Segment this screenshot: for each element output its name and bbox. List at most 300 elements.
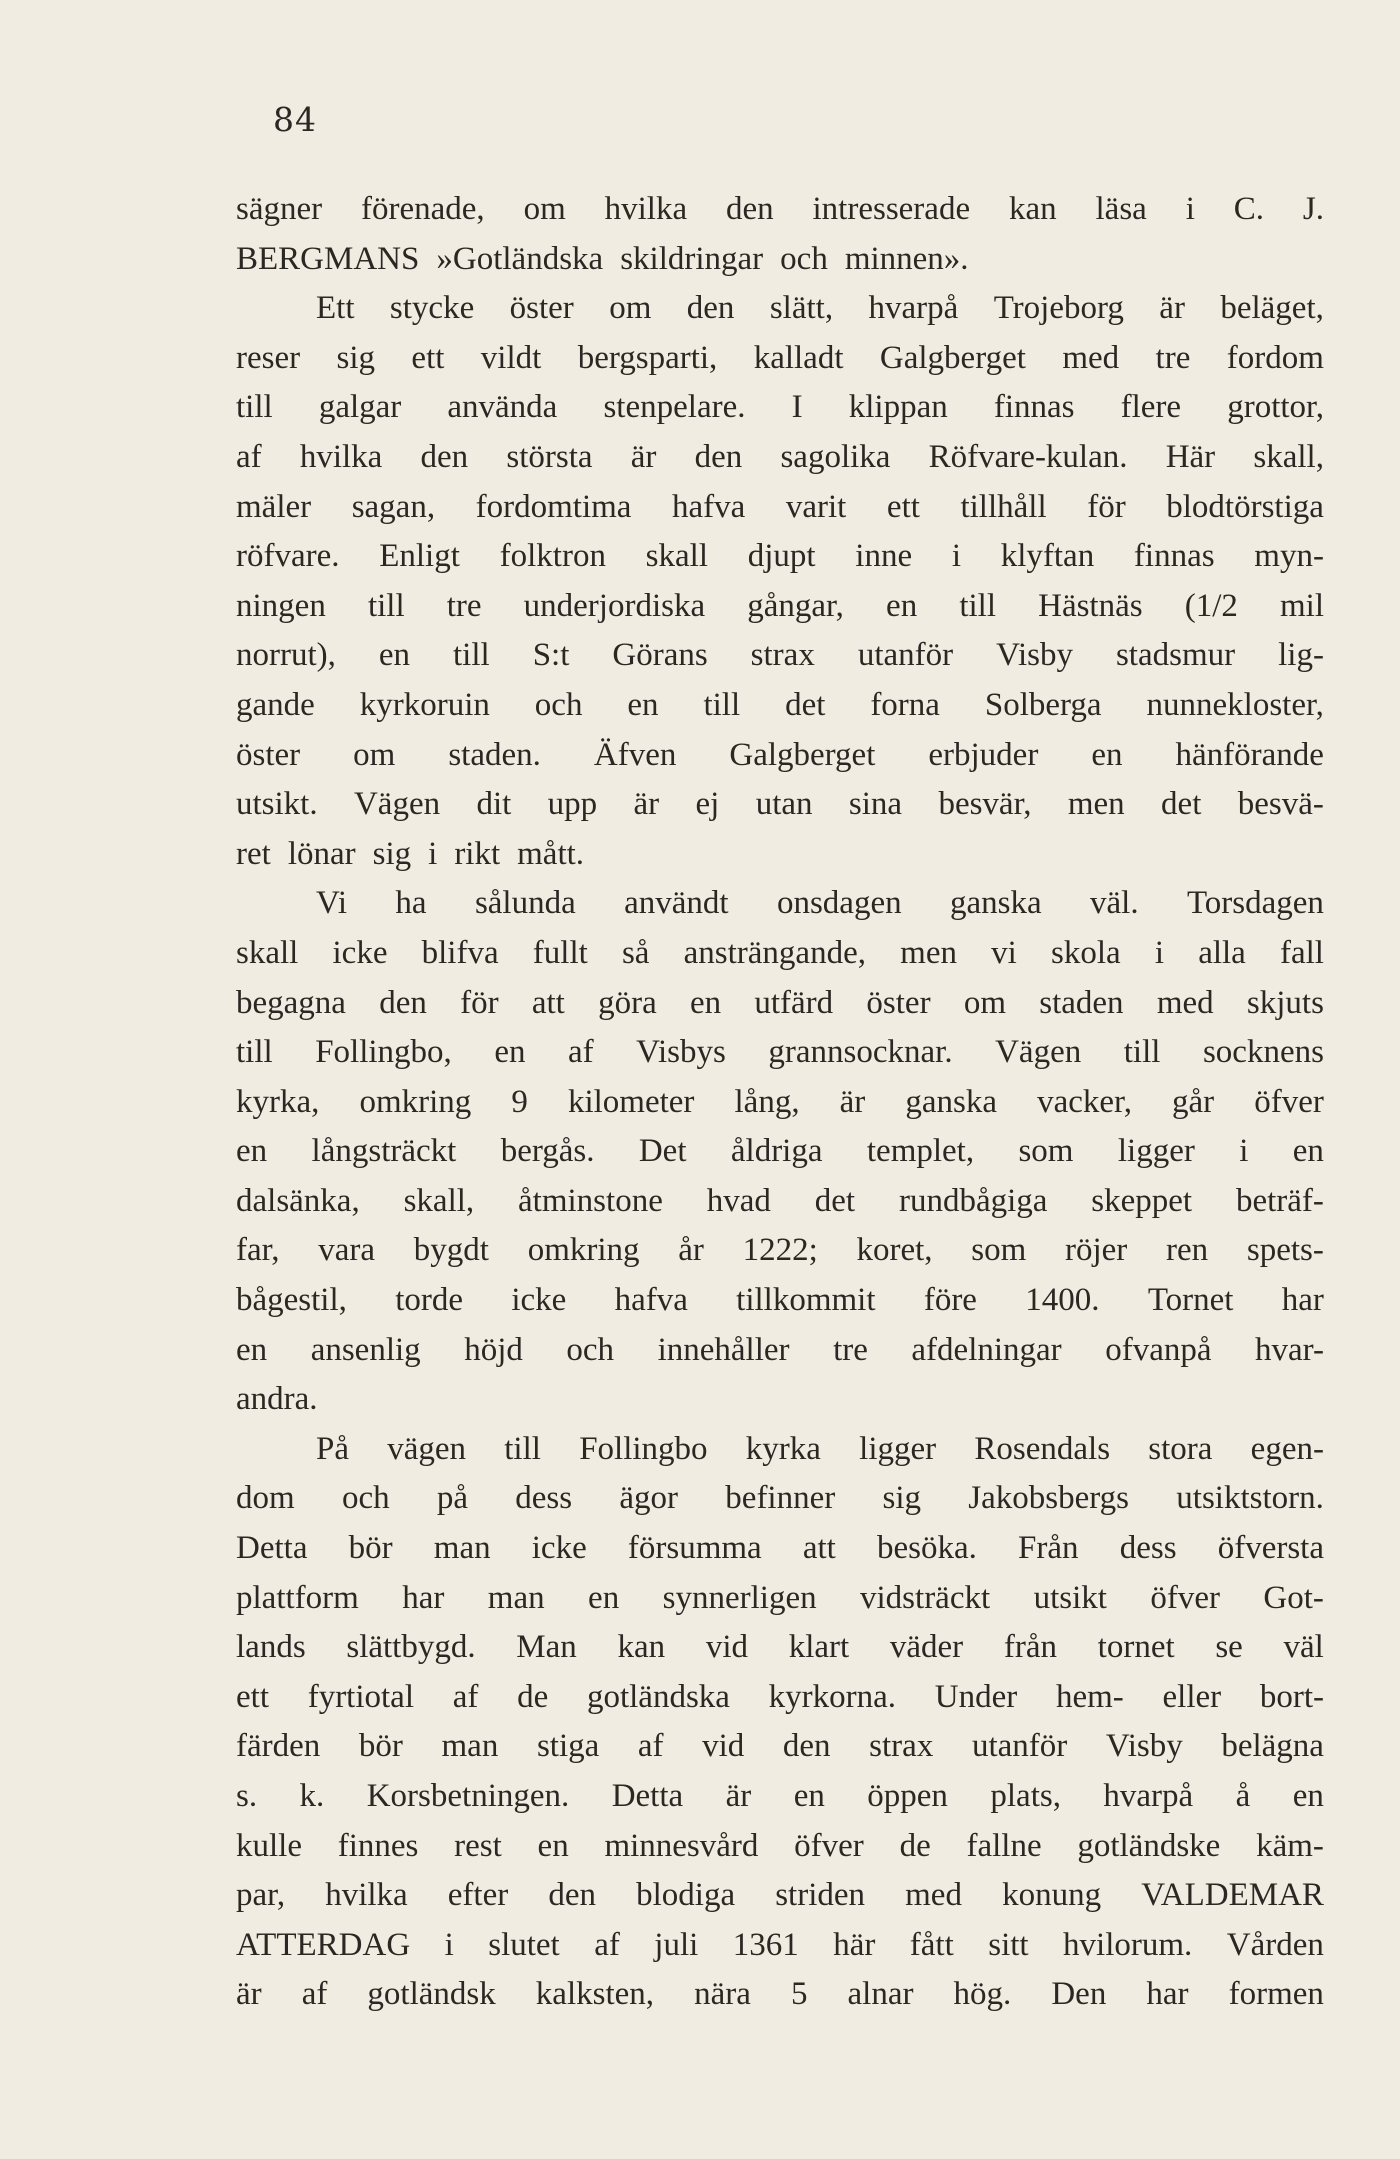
word: de	[517, 1678, 549, 1715]
word: Got-	[1263, 1579, 1324, 1616]
word: af	[236, 438, 262, 475]
word: ha	[395, 885, 427, 922]
word: till	[367, 587, 405, 624]
word: bort-	[1259, 1678, 1324, 1715]
word: forna	[870, 686, 940, 723]
word: vidsträckt	[860, 1579, 991, 1616]
word: skildringar	[620, 240, 764, 277]
word: en	[1091, 736, 1123, 773]
word: fordomtima	[475, 488, 632, 525]
word: det	[785, 686, 826, 723]
word: öster	[509, 290, 574, 327]
word: skola	[1051, 934, 1121, 971]
word: rundbågiga	[898, 1182, 1048, 1219]
word: nära	[694, 1976, 751, 2013]
word: blodtörstiga	[1166, 488, 1324, 525]
text-line	[236, 1921, 1324, 1971]
word: lönar	[287, 835, 356, 872]
word: Visby	[1105, 1728, 1183, 1765]
word: om	[609, 290, 652, 327]
word: af	[594, 1926, 620, 1963]
text-line	[236, 1425, 1324, 1475]
word: stora	[1148, 1430, 1213, 1467]
word: en	[378, 637, 411, 674]
word: som	[1018, 1133, 1074, 1170]
word: tillkommit	[736, 1282, 876, 1319]
text-line	[236, 532, 1324, 582]
word: ett	[886, 488, 920, 525]
word: ej	[695, 786, 720, 823]
word: om	[353, 736, 396, 773]
text-line	[236, 1226, 1324, 1276]
word: med	[905, 1877, 962, 1914]
word: den	[725, 191, 774, 227]
word: 9	[511, 1083, 528, 1120]
word: ret	[236, 835, 271, 872]
text-line	[236, 1276, 1324, 1326]
word: stadsmur	[1115, 637, 1236, 674]
word: i	[1185, 191, 1195, 227]
word: fall	[1280, 934, 1324, 971]
text-line	[236, 631, 1324, 681]
word: af	[452, 1678, 479, 1715]
word: den	[686, 290, 735, 327]
word: dit	[476, 786, 512, 823]
word: Vi	[316, 885, 348, 922]
text-line	[236, 1822, 1324, 1872]
word: skall,	[1253, 438, 1324, 475]
word: Vägen	[995, 1034, 1082, 1071]
word: Tornet	[1147, 1282, 1234, 1319]
word: kyrkoruin	[359, 686, 490, 723]
word: minnen».	[844, 240, 969, 277]
word: formen	[1228, 1976, 1324, 2013]
word: åtminstone	[518, 1182, 663, 1219]
word: intresserade	[812, 191, 971, 227]
word: kan	[1008, 191, 1057, 227]
word: staden.	[448, 736, 541, 773]
word: är	[725, 1778, 752, 1814]
word: utsikt	[1033, 1579, 1107, 1616]
word: vi	[991, 934, 1017, 971]
text-line	[236, 1474, 1324, 1524]
word: Follingbo,	[315, 1034, 452, 1071]
word: lands	[236, 1629, 306, 1666]
word: norrut),	[236, 637, 336, 674]
word: rest	[454, 1827, 502, 1864]
word: »Gotländska	[436, 240, 604, 277]
word: år	[678, 1232, 704, 1269]
word: se	[1215, 1629, 1243, 1666]
word: i	[1239, 1133, 1249, 1170]
text-line	[236, 1871, 1324, 1921]
word: öster	[866, 984, 931, 1021]
word: icke	[531, 1530, 587, 1567]
word: gotländsk	[367, 1976, 496, 2013]
word: I	[791, 389, 803, 426]
word: klippan	[848, 389, 948, 426]
text-line	[236, 1722, 1324, 1772]
word: C.	[1233, 191, 1264, 227]
word: hög.	[953, 1976, 1012, 2013]
word: Korsbetningen.	[366, 1778, 570, 1814]
word: alla	[1198, 934, 1246, 971]
word: reser	[236, 339, 301, 376]
word: ett	[236, 1678, 269, 1715]
word: galgar	[318, 389, 402, 426]
word: besvä-	[1237, 786, 1324, 823]
word: bergsparti,	[577, 339, 718, 376]
word: till	[1123, 1034, 1161, 1071]
word: besöka.	[877, 1530, 977, 1567]
word: Torsdagen	[1186, 885, 1324, 922]
word: Rosendals	[974, 1430, 1111, 1467]
word: slutet	[488, 1926, 560, 1963]
word: varit	[785, 488, 847, 525]
word: tillhåll	[960, 488, 1047, 525]
text-line	[236, 1574, 1324, 1624]
word: gotländska	[586, 1678, 730, 1715]
word: är	[1159, 290, 1185, 327]
word: största	[506, 438, 593, 475]
word: finnas	[1133, 538, 1215, 575]
word: kilometer	[567, 1083, 695, 1120]
word: sägner	[236, 191, 323, 227]
word: sig	[336, 339, 376, 376]
word: öster	[236, 736, 301, 773]
word: fordom	[1226, 339, 1324, 376]
word: i	[428, 835, 438, 872]
word: ligger	[1117, 1133, 1195, 1170]
word: till	[504, 1430, 541, 1467]
word: Galgberget	[729, 736, 876, 773]
word: fått	[909, 1926, 954, 1963]
word: kyrkorna.	[768, 1678, 897, 1715]
word: man	[441, 1728, 499, 1765]
word: ATTERDAG	[236, 1926, 411, 1963]
text-line	[236, 433, 1324, 483]
text-line	[236, 780, 1324, 830]
text-line	[236, 681, 1324, 731]
word: för	[1087, 488, 1126, 525]
word: upp	[547, 786, 598, 823]
word: kalksten,	[535, 1976, 655, 2013]
word: en	[886, 587, 918, 624]
body-text	[236, 185, 1324, 2020]
word: Från	[1018, 1530, 1079, 1567]
word: för	[460, 984, 499, 1021]
word: hvilka	[604, 191, 688, 227]
word: sagolika	[780, 438, 891, 475]
word: till	[453, 637, 490, 674]
word: hvilka	[299, 438, 383, 475]
word: ansträngande,	[683, 934, 866, 971]
word: Här	[1165, 438, 1216, 475]
word: väder	[889, 1629, 964, 1666]
word: sagan,	[351, 488, 436, 525]
word: vacker,	[1037, 1083, 1132, 1120]
word: öfver	[1150, 1579, 1220, 1616]
word: ren	[1166, 1232, 1209, 1269]
word: att	[802, 1530, 836, 1567]
word: skall	[645, 538, 708, 575]
word: man	[433, 1530, 491, 1567]
word: är	[630, 438, 657, 475]
word: Galgberget	[879, 339, 1026, 376]
word: besvär,	[938, 786, 1032, 823]
word: Enligt	[379, 538, 460, 575]
word: är	[236, 1976, 262, 2013]
word: grottor,	[1227, 389, 1324, 426]
word: gångar,	[747, 587, 844, 624]
text-line	[236, 731, 1324, 781]
word: 1400.	[1025, 1282, 1100, 1319]
word: lig-	[1278, 637, 1324, 674]
word: går	[1172, 1083, 1215, 1120]
word: plats,	[990, 1778, 1061, 1814]
word: hvilorum.	[1063, 1926, 1193, 1963]
text-line	[236, 235, 1324, 285]
word: dalsänka,	[236, 1182, 360, 1219]
word: det	[1161, 786, 1202, 823]
word: Solberga	[984, 686, 1102, 723]
word: k.	[299, 1778, 325, 1814]
word: staden	[1039, 984, 1124, 1021]
word: par,	[236, 1877, 286, 1914]
word: bygdt	[413, 1232, 489, 1269]
text-line	[236, 929, 1324, 979]
word: hvad	[706, 1182, 771, 1219]
word: utfärd	[754, 984, 834, 1021]
word: och	[341, 1480, 390, 1517]
word: kalladt	[753, 339, 844, 376]
word: klyftan	[1000, 538, 1095, 575]
word: på	[436, 1480, 469, 1517]
word: tornet	[1097, 1629, 1175, 1666]
word: plattform	[236, 1579, 359, 1616]
word: läsa	[1095, 191, 1147, 227]
text-line	[236, 1078, 1324, 1128]
word: i	[444, 1926, 454, 1963]
word: tre	[1155, 339, 1191, 376]
word: striden	[775, 1877, 866, 1914]
word: men	[1067, 786, 1125, 823]
word: sitt	[988, 1926, 1029, 1963]
word: åldriga	[730, 1133, 823, 1170]
word: utsiktstorn.	[1176, 1480, 1324, 1517]
word: bågestil,	[236, 1282, 347, 1319]
word: folktron	[499, 538, 606, 575]
word: som	[971, 1232, 1027, 1269]
word: vid	[705, 1629, 748, 1666]
word: far,	[236, 1232, 280, 1269]
word: till	[703, 686, 741, 723]
word: från	[1003, 1629, 1057, 1666]
word: skall,	[403, 1182, 475, 1219]
text-line	[236, 1326, 1324, 1376]
word: templet,	[866, 1133, 975, 1170]
word: käm-	[1256, 1827, 1324, 1864]
word: ganska	[905, 1083, 998, 1120]
word: till	[959, 587, 996, 624]
word: ett	[411, 339, 445, 376]
word: öfversta	[1217, 1530, 1324, 1567]
word: 1222;	[742, 1232, 818, 1269]
word: den	[379, 984, 427, 1021]
word: tre	[833, 1331, 868, 1368]
text-line	[236, 879, 1324, 929]
word: belägna	[1221, 1728, 1324, 1765]
word: en	[793, 1778, 825, 1814]
word: i	[951, 538, 961, 575]
word: Röfvare-kulan.	[928, 438, 1128, 475]
word: ganska	[949, 885, 1042, 922]
text-line	[236, 979, 1324, 1029]
word: har	[1146, 1976, 1189, 2013]
word: om	[963, 984, 1006, 1021]
word: mått.	[517, 835, 585, 872]
word: flere	[1120, 389, 1182, 426]
word: utsikt.	[236, 786, 318, 823]
word: fallne	[966, 1827, 1042, 1864]
word: röfvare.	[236, 538, 340, 575]
word: nunnekloster,	[1146, 686, 1324, 723]
word: är	[633, 786, 660, 823]
word: en	[236, 1331, 268, 1368]
word: hvarpå	[868, 290, 959, 327]
word: ofvanpå	[1105, 1331, 1212, 1368]
word: dess	[515, 1480, 573, 1517]
text-line	[236, 1772, 1324, 1822]
word: icke	[332, 934, 388, 971]
word: vid	[702, 1728, 745, 1765]
word: grannsocknar.	[768, 1034, 953, 1071]
word: höjd	[464, 1331, 523, 1368]
word: väl.	[1090, 885, 1139, 922]
text-line	[236, 1623, 1324, 1673]
word: djupt	[747, 538, 816, 575]
word: efter	[447, 1877, 509, 1914]
word: bör	[348, 1530, 393, 1567]
word: ansenlig	[310, 1331, 421, 1368]
word: Ett	[316, 290, 355, 327]
word: utanför	[971, 1728, 1068, 1765]
word: alnar	[847, 1976, 914, 2013]
word: kyrka,	[236, 1083, 320, 1120]
word: öfver	[794, 1827, 864, 1864]
text-line	[236, 1177, 1324, 1227]
word: den	[694, 438, 743, 475]
word: Görans	[612, 637, 708, 674]
word: Hästnäs	[1038, 587, 1143, 624]
word: hem-	[1055, 1678, 1124, 1715]
word: sålunda	[474, 885, 576, 922]
word: BERGMANS	[236, 240, 420, 277]
word: å	[1235, 1778, 1251, 1814]
word: afdelningar	[911, 1331, 1062, 1368]
word: Jakobsbergs	[968, 1480, 1130, 1517]
word: beträf-	[1235, 1182, 1324, 1219]
word: stycke	[389, 290, 475, 327]
word: s.	[236, 1778, 258, 1814]
word: bör	[358, 1728, 403, 1765]
word: ägor	[619, 1480, 679, 1517]
word: man	[487, 1579, 545, 1616]
word: vildt	[480, 339, 542, 376]
word: här	[833, 1926, 876, 1963]
word: Den	[1051, 1976, 1107, 2013]
word: före	[923, 1282, 977, 1319]
word: sig	[372, 835, 412, 872]
word: finnes	[337, 1827, 419, 1864]
word: ligger	[859, 1430, 937, 1467]
text-line	[236, 1673, 1324, 1723]
word: befinner	[725, 1480, 836, 1517]
word: innehåller	[657, 1331, 790, 1368]
word: torde	[395, 1282, 464, 1319]
text-line	[236, 334, 1324, 384]
word: J.	[1302, 191, 1324, 227]
word: stenpelare.	[603, 389, 746, 426]
word: utanför	[857, 637, 954, 674]
word: väl	[1283, 1629, 1324, 1666]
word: omkring	[527, 1232, 640, 1269]
word: hvar-	[1255, 1331, 1324, 1368]
word: har	[402, 1579, 445, 1616]
word: skjuts	[1246, 984, 1324, 1021]
word: beläget,	[1220, 290, 1324, 327]
word: erbjuder	[928, 736, 1039, 773]
word: med	[1062, 339, 1120, 376]
word: vara	[318, 1232, 376, 1269]
word: de	[899, 1827, 931, 1864]
text-line	[236, 582, 1324, 632]
word: 1361	[732, 1926, 799, 1963]
word: kyrka	[745, 1430, 821, 1467]
word: utan	[755, 786, 813, 823]
text-line	[236, 1970, 1324, 2020]
text-line	[236, 830, 1324, 880]
word: försumma	[627, 1530, 762, 1567]
word: slätt,	[769, 290, 834, 327]
word: begagna	[236, 984, 346, 1021]
word: VALDEMAR	[1141, 1877, 1324, 1914]
word: Man	[516, 1629, 577, 1666]
word: mäler	[236, 488, 312, 525]
word: dess	[1119, 1530, 1177, 1567]
word: Trojeborg	[993, 290, 1124, 327]
word: Visbys	[636, 1034, 726, 1071]
word: strax	[750, 637, 815, 674]
text-line	[236, 185, 1324, 235]
text-line	[236, 383, 1324, 433]
word: använda	[447, 389, 558, 426]
word: öfver	[1254, 1083, 1324, 1120]
word: 5	[790, 1976, 808, 2013]
word: synnerligen	[662, 1579, 817, 1616]
word: en	[494, 1034, 526, 1071]
word: den	[420, 438, 469, 475]
word: af	[568, 1034, 594, 1071]
word: icke	[511, 1282, 567, 1319]
word: den	[782, 1728, 831, 1765]
word: Vården	[1226, 1926, 1324, 1963]
word: till	[236, 1034, 273, 1071]
word: dom	[236, 1480, 295, 1517]
word: onsdagen	[776, 885, 902, 922]
word: Follingbo	[579, 1430, 708, 1467]
word: hafva	[672, 488, 746, 525]
